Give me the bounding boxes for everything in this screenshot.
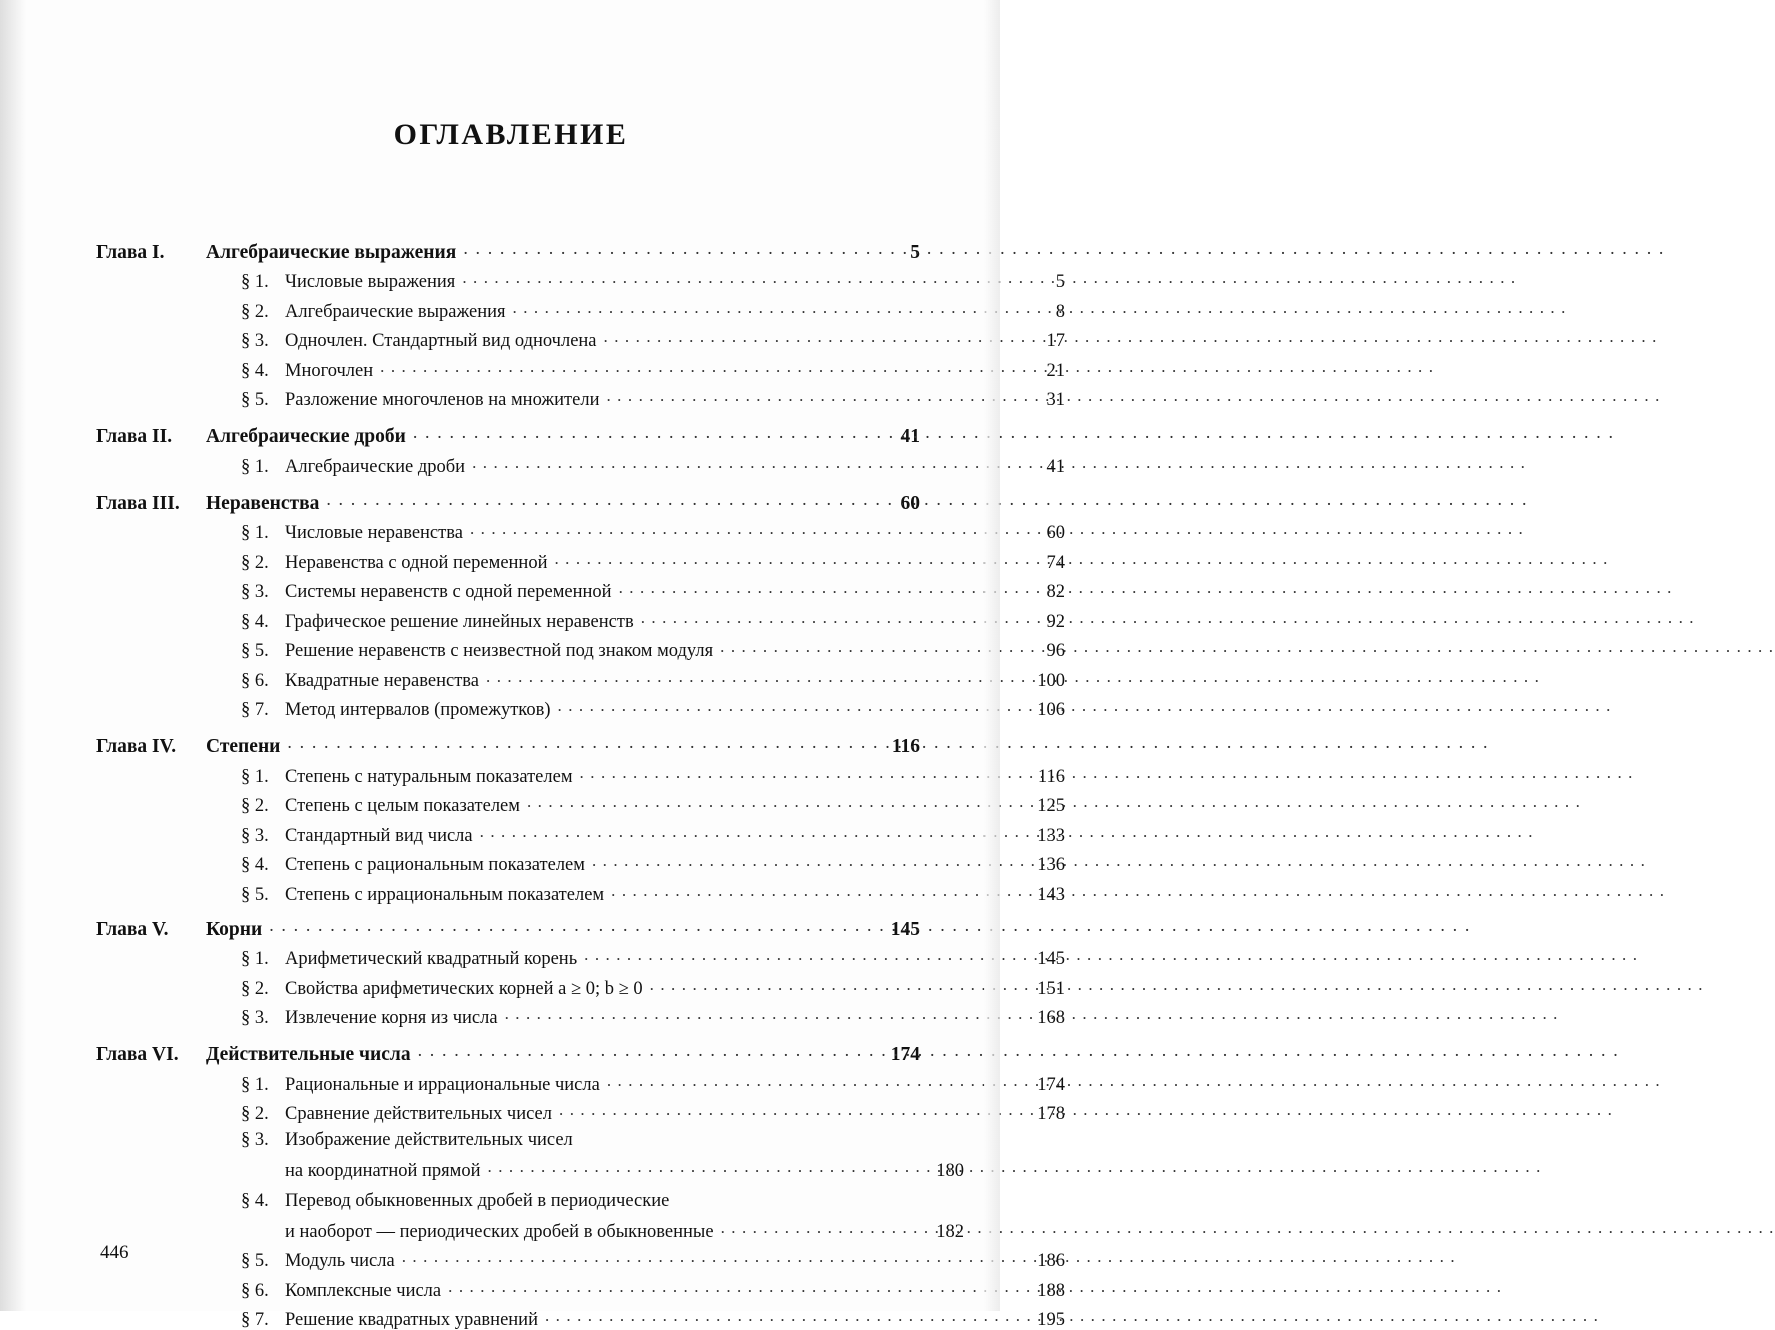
section-page-number: 133	[1037, 825, 1065, 846]
section-title: Многочлен	[285, 360, 374, 381]
section-sign: § 2.	[241, 301, 269, 322]
section-label	[241, 362, 373, 381]
section-title: Степень с целым показателем	[285, 796, 520, 816]
chapter-label	[96, 737, 280, 757]
section-title: Графическое решение линейных неравенств	[285, 611, 634, 632]
section-label	[241, 856, 585, 875]
section-label	[241, 672, 479, 691]
toc-section-entry[interactable]	[241, 453, 1065, 476]
toc-section-entry[interactable]	[241, 608, 1065, 631]
dot-leader	[545, 1307, 1016, 1326]
page-folio: 446	[100, 1242, 129, 1263]
dot-leader	[559, 1101, 1016, 1120]
section-title: Степень с иррациональным показателем	[285, 884, 605, 905]
chapter-title: Алгебраические дроби	[206, 426, 406, 447]
chapter-page-number: 116	[891, 736, 920, 757]
section-title-line1: Перевод обыкновенных дробей в периодические	[285, 1191, 670, 1211]
section-title: Системы неравенств с одной переменной	[285, 582, 612, 602]
section-label	[241, 797, 520, 816]
section-sign: § 2.	[241, 552, 269, 573]
section-page-number: 106	[1037, 700, 1065, 720]
section-page-number: 180	[936, 1160, 964, 1181]
section-sign: § 2.	[241, 1104, 269, 1124]
section-page-number: 5	[1055, 272, 1065, 292]
chapter-number: Глава I.	[96, 241, 165, 263]
section-label	[241, 524, 463, 543]
section-page-number: 116	[1037, 766, 1065, 787]
section-page-number: 178	[1037, 1104, 1065, 1124]
section-second-line	[241, 1218, 964, 1241]
section-sign: § 7.	[241, 1310, 269, 1330]
section-title-line2: на координатной прямой	[285, 1160, 481, 1181]
section-sign: § 2.	[241, 796, 269, 816]
dot-leader	[287, 733, 871, 753]
section-page-number: 17	[1046, 331, 1065, 351]
section-sign: § 2.	[241, 978, 269, 999]
dot-leader	[380, 357, 1016, 376]
section-sign: § 3.	[241, 331, 269, 351]
chapter-page-number: 174	[890, 1044, 920, 1065]
section-page-number: 41	[1046, 456, 1065, 477]
section-title: Свойства арифметических корней a ≥ 0; b ≥ 0	[285, 978, 643, 999]
dot-leader	[720, 638, 1016, 657]
section-label	[241, 613, 634, 632]
toc-section-entry[interactable]	[241, 852, 1065, 875]
section-page-number: 145	[1037, 949, 1065, 969]
toc-section-entry[interactable]	[241, 357, 1065, 380]
toc-section-entry[interactable]	[241, 549, 1065, 572]
section-page-number: 168	[1037, 1008, 1065, 1028]
toc-section-entry[interactable]	[241, 328, 1065, 351]
section-title: Стандартный вид числа	[285, 825, 473, 846]
toc-section-entry[interactable]	[241, 1071, 1065, 1094]
section-title: Алгебраические выражения	[285, 301, 506, 322]
toc-section-entry[interactable]	[241, 520, 1065, 543]
section-page-number: 125	[1037, 796, 1065, 816]
toc-section-entry[interactable]	[241, 298, 1065, 321]
chapter-label	[96, 243, 456, 263]
section-page-number: 174	[1037, 1074, 1065, 1095]
table-of-contents	[96, 238, 1065, 1330]
section-page-number: 143	[1037, 884, 1065, 905]
dot-leader	[462, 269, 1016, 288]
dot-leader	[619, 579, 1016, 598]
section-sign: § 6.	[241, 1280, 269, 1301]
page-content	[96, 0, 1065, 1330]
section-title: Степень с рациональным показателем	[285, 855, 585, 875]
toc-section-entry[interactable]	[241, 975, 1065, 998]
section-page-number: 136	[1037, 855, 1065, 875]
section-label	[241, 1252, 395, 1271]
section-first-line	[241, 1191, 920, 1212]
toc-section-entry[interactable]	[241, 1005, 1065, 1028]
toc-section-entry[interactable]	[241, 822, 1065, 845]
chapter-title: Неравенства	[206, 492, 320, 514]
section-page-number: 96	[1046, 641, 1065, 661]
section-title: Комплексные числа	[285, 1280, 442, 1301]
section-sign: § 3.	[241, 825, 269, 846]
dot-leader	[641, 608, 1016, 627]
section-title: Метод интервалов (промежутков)	[285, 700, 551, 720]
dot-leader	[650, 975, 1016, 994]
section-label	[241, 950, 577, 969]
toc-section-entry[interactable]	[241, 1307, 1065, 1330]
section-label	[241, 701, 551, 720]
toc-section-entry[interactable]	[241, 793, 1065, 816]
dot-leader	[604, 328, 1016, 347]
toc-section-entry-wrapped[interactable]	[241, 1130, 964, 1181]
section-sign: § 5.	[241, 641, 269, 661]
section-title: Неравенства с одной переменной	[285, 552, 548, 573]
section-page-number: 182	[936, 1221, 964, 1242]
section-label	[241, 827, 473, 846]
section-page-number: 82	[1046, 582, 1065, 602]
dot-leader	[463, 238, 871, 258]
chapter-page-number: 41	[900, 426, 920, 447]
section-title: Решение неравенств с неизвестной под знаком модуля	[285, 641, 714, 661]
page-title: ОГЛАВЛЕНИЕ	[393, 118, 629, 151]
section-sign: § 1.	[241, 1074, 269, 1095]
section-title: Решение квадратных уравнений	[285, 1310, 538, 1330]
dot-leader	[558, 697, 1016, 716]
section-label	[241, 332, 597, 351]
dot-leader	[554, 549, 1016, 568]
section-label	[241, 273, 455, 292]
chapter-title: Действительные числа	[206, 1044, 411, 1065]
toc-section-entry[interactable]	[241, 697, 1065, 720]
dot-leader	[505, 1005, 1016, 1024]
section-label	[241, 458, 465, 477]
toc-section-entry[interactable]	[241, 387, 1065, 410]
chapter-page-number: 145	[890, 918, 920, 940]
dot-leader	[607, 1071, 1016, 1090]
chapter-title: Корни	[206, 918, 263, 940]
dot-leader	[470, 520, 1016, 539]
toc-section-entry[interactable]	[241, 667, 1065, 690]
section-sign: § 7.	[241, 700, 269, 720]
section-sign: § 4.	[241, 360, 269, 381]
section-sign: § 5.	[241, 1251, 269, 1271]
toc-chapter-entry[interactable]	[96, 733, 920, 757]
dot-leader	[513, 298, 1016, 317]
section-sign: § 1.	[241, 766, 269, 787]
section-label	[241, 583, 612, 602]
section-sign: § 5.	[241, 884, 269, 905]
dot-leader	[527, 793, 1016, 812]
dot-leader	[606, 387, 1016, 406]
section-page-number: 8	[1055, 301, 1065, 322]
chapter-number: Глава II.	[96, 426, 173, 447]
dot-leader	[269, 915, 871, 935]
section-page-number: 31	[1046, 390, 1065, 410]
chapter-number: Глава VI.	[96, 1044, 179, 1065]
section-title-line2: и наоборот — периодических дробей в обыкновенные	[285, 1221, 714, 1242]
section-label	[241, 1191, 669, 1212]
dot-leader	[721, 1218, 915, 1237]
toc-section-entry[interactable]	[241, 1248, 1065, 1271]
section-page-number: 21	[1046, 360, 1065, 381]
toc-section-entry[interactable]	[241, 1277, 1065, 1300]
toc-chapter-entry[interactable]	[96, 489, 920, 513]
toc-section-entry[interactable]	[241, 269, 1065, 292]
section-title: Рациональные и иррациональные числа	[285, 1074, 600, 1095]
section-title: Числовые выражения	[285, 272, 456, 292]
chapter-title: Степени	[206, 736, 281, 757]
chapter-title: Алгебраические выражения	[206, 241, 457, 263]
section-page-number: 151	[1037, 978, 1065, 999]
section-label	[241, 768, 573, 787]
toc-section-entry[interactable]	[241, 1101, 1065, 1124]
section-label	[241, 1076, 600, 1095]
section-page-number: 195	[1037, 1310, 1065, 1330]
chapter-label	[96, 1045, 411, 1065]
chapter-number: Глава III.	[96, 492, 180, 514]
chapter-label	[96, 427, 406, 447]
section-page-number: 188	[1037, 1280, 1065, 1301]
section-sign: § 5.	[241, 390, 269, 410]
section-label	[241, 1009, 498, 1028]
section-title: Разложение многочленов на множители	[285, 390, 600, 410]
section-label	[241, 1105, 552, 1124]
section-title-line1: Изображение действительных чисел	[285, 1130, 573, 1150]
section-page-number: 100	[1037, 670, 1065, 691]
dot-leader	[402, 1248, 1016, 1267]
section-label	[241, 980, 643, 999]
dot-leader	[486, 667, 1016, 686]
toc-section-entry[interactable]	[241, 638, 1065, 661]
section-title: Квадратные неравенства	[285, 670, 479, 691]
section-sign: § 1.	[241, 272, 269, 292]
dot-leader	[611, 881, 1016, 900]
dot-leader	[413, 423, 871, 443]
section-label	[241, 391, 599, 410]
toc-section-entry[interactable]	[241, 946, 1065, 969]
chapter-label	[96, 920, 262, 940]
dot-leader	[326, 489, 871, 509]
section-sign: § 6.	[241, 670, 269, 691]
section-second-line	[241, 1157, 964, 1180]
section-title: Сравнение действительных чисел	[285, 1104, 552, 1124]
dot-leader	[480, 822, 1016, 841]
toc-chapter-entry[interactable]	[96, 238, 920, 262]
section-title: Модуль числа	[285, 1251, 395, 1271]
section-page-number: 74	[1046, 552, 1065, 573]
toc-chapter-entry[interactable]	[96, 423, 920, 447]
toc-section-entry[interactable]	[241, 763, 1065, 786]
section-label	[241, 554, 547, 573]
section-label	[241, 1311, 538, 1330]
chapter-page-number: 60	[900, 492, 920, 514]
section-sign: § 1.	[241, 949, 269, 969]
chapter-page-number: 5	[910, 241, 920, 263]
section-title: Степень с натуральным показателем	[285, 766, 573, 787]
toc-section-entry[interactable]	[241, 579, 1065, 602]
dot-leader	[418, 1041, 871, 1061]
toc-chapter-entry[interactable]	[96, 915, 920, 939]
section-title: Одночлен. Стандартный вид одночлена	[285, 331, 597, 351]
section-sign: § 4.	[241, 611, 269, 632]
section-sign: § 3.	[241, 582, 269, 602]
section-first-line	[241, 1130, 920, 1151]
section-label	[241, 642, 713, 661]
dot-leader	[488, 1157, 915, 1176]
dot-leader	[584, 946, 1016, 965]
section-title: Арифметический квадратный корень	[285, 949, 578, 969]
section-sign: § 3.	[241, 1130, 269, 1150]
section-title: Алгебраические дроби	[285, 456, 466, 477]
section-sign: § 4.	[241, 855, 269, 875]
section-page-number: 186	[1037, 1251, 1065, 1271]
section-sign: § 3.	[241, 1008, 269, 1028]
chapter-number: Глава V.	[96, 918, 169, 940]
dot-leader	[448, 1277, 1016, 1296]
section-label	[241, 1130, 573, 1151]
toc-chapter-entry[interactable]	[96, 1041, 920, 1065]
dot-leader	[580, 763, 1016, 782]
section-sign: § 4.	[241, 1191, 269, 1211]
section-sign: § 1.	[241, 523, 269, 543]
section-title: Извлечение корня из числа	[285, 1008, 498, 1028]
dot-leader	[592, 852, 1016, 871]
chapter-label	[96, 494, 319, 514]
toc-section-entry[interactable]	[241, 881, 1065, 904]
section-label	[241, 303, 506, 322]
section-label	[241, 1282, 441, 1301]
section-page-number: 60	[1046, 523, 1065, 543]
section-sign: § 1.	[241, 456, 269, 477]
dot-leader	[472, 453, 1016, 472]
section-title: Числовые неравенства	[285, 523, 463, 543]
toc-section-entry-wrapped[interactable]	[241, 1191, 964, 1242]
chapter-number: Глава IV.	[96, 736, 177, 757]
section-label	[241, 886, 604, 905]
section-page-number: 92	[1046, 611, 1065, 632]
